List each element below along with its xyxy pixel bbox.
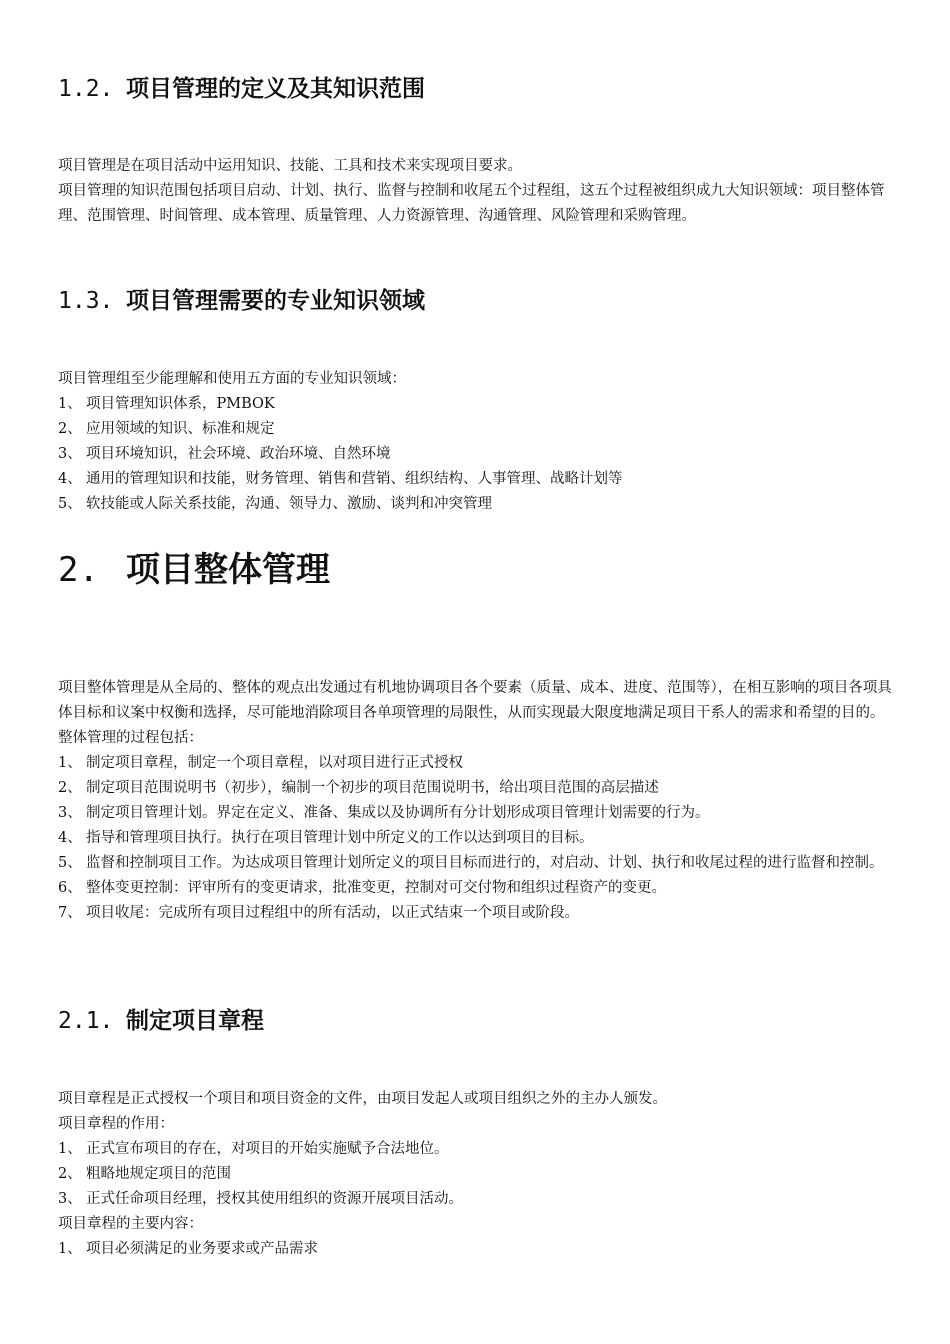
list-text: 制定项目管理计划。界定在定义、准备、集成以及协调所有分计划形成项目管理计划需要的行为。 bbox=[86, 805, 710, 821]
list-item bbox=[58, 751, 894, 776]
list-item bbox=[58, 492, 894, 517]
list-text: 监督和控制项目工作。为达成项目管理计划所定义的项目目标而进行的，对启动、计划、执行和收尾过程的进行监督和控制。 bbox=[86, 855, 884, 871]
list-item bbox=[58, 1162, 894, 1187]
list-index: 5、 bbox=[58, 855, 82, 871]
heading-title: 制定项目章程 bbox=[126, 1008, 264, 1034]
list-index: 1、 bbox=[58, 396, 82, 412]
heading-number: 2.1. bbox=[58, 1008, 114, 1034]
heading-title: 项目管理的定义及其知识范围 bbox=[126, 76, 425, 102]
list-text: 项目收尾：完成所有项目过程组中的所有活动，以正式结束一个项目或阶段。 bbox=[86, 905, 579, 921]
list-index: 5、 bbox=[58, 496, 82, 512]
paragraph: 整体管理的过程包括： bbox=[58, 730, 203, 746]
list-item bbox=[58, 876, 894, 901]
list-item bbox=[58, 392, 894, 417]
paragraph: 项目整体管理是从全局的、整体的观点出发通过有机地协调项目各个要素（质量、成本、进度、范围等），在相互影响的项目各项具体目标和议案中权衡和选择，尽可能地消除项目各单项管理的局限性，从而实现最大限度地满足项目干系人的需求和希望的目的。 bbox=[58, 680, 892, 721]
paragraph: 项目管理组至少能理解和使用五方面的专业知识领域： bbox=[58, 371, 406, 387]
list-text: 指导和管理项目执行。执行在项目管理计划中所定义的工作以达到项目的目标。 bbox=[86, 830, 594, 846]
list-item bbox=[58, 901, 894, 926]
list-text: 正式任命项目经理，授权其使用组织的资源开展项目活动。 bbox=[86, 1191, 463, 1207]
list-item bbox=[58, 776, 894, 801]
list-text: 项目必须满足的业务要求或产品需求 bbox=[86, 1241, 318, 1257]
heading-number: 2. bbox=[58, 550, 99, 590]
list-index: 7、 bbox=[58, 905, 82, 921]
section-1-3-body bbox=[58, 367, 894, 517]
list-index: 3、 bbox=[58, 805, 82, 821]
paragraph: 项目管理是在项目活动中运用知识、技能、工具和技术来实现项目要求。 bbox=[58, 158, 522, 174]
heading-title: 项目整体管理 bbox=[126, 550, 330, 590]
list-item bbox=[58, 417, 894, 442]
list-index: 1、 bbox=[58, 1241, 82, 1257]
list-text: 项目管理知识体系，PMBOK bbox=[86, 396, 275, 412]
list-index: 4、 bbox=[58, 830, 82, 846]
paragraph: 项目管理的知识范围包括项目启动、计划、执行、监督与控制和收尾五个过程组，这五个过程被组织成九大知识领域：项目整体管理、范围管理、时间管理、成本管理、质量管理、人力资源管理、沟通管理、风险管理和采购管理。 bbox=[58, 183, 885, 224]
list-index: 1、 bbox=[58, 755, 82, 771]
list-text: 制定项目范围说明书（初步），编制一个初步的项目范围说明书，给出项目范围的高层描述 bbox=[86, 780, 659, 796]
heading-number: 1.3. bbox=[58, 288, 114, 314]
paragraph: 项目章程的主要内容： bbox=[58, 1216, 203, 1232]
list-index: 2、 bbox=[58, 1166, 82, 1182]
section-2-body bbox=[58, 676, 894, 926]
list-text: 软技能或人际关系技能，沟通、领导力、激励、谈判和冲突管理 bbox=[86, 496, 492, 512]
list-index: 2、 bbox=[58, 421, 82, 437]
list-index: 4、 bbox=[58, 471, 82, 487]
list-text: 整体变更控制：评审所有的变更请求，批准变更，控制对可交付物和组织过程资产的变更。 bbox=[86, 880, 666, 896]
list-item bbox=[58, 851, 894, 876]
section-1-2-body bbox=[58, 154, 894, 229]
list-text: 制定项目章程，制定一个项目章程，以对项目进行正式授权 bbox=[86, 755, 463, 771]
list-index: 6、 bbox=[58, 880, 82, 896]
heading-1-3 bbox=[58, 286, 425, 316]
list-index: 2、 bbox=[58, 780, 82, 796]
heading-1-2 bbox=[58, 74, 425, 104]
list-item bbox=[58, 1237, 894, 1262]
list-text: 粗略地规定项目的范围 bbox=[86, 1166, 231, 1182]
list-text: 项目环境知识，社会环境、政治环境、自然环境 bbox=[86, 446, 391, 462]
section-2-1-body bbox=[58, 1087, 894, 1262]
paragraph: 项目章程的作用： bbox=[58, 1116, 174, 1132]
list-item bbox=[58, 467, 894, 492]
heading-2-1 bbox=[58, 1006, 264, 1036]
list-item bbox=[58, 442, 894, 467]
list-index: 3、 bbox=[58, 446, 82, 462]
list-index: 3、 bbox=[58, 1191, 82, 1207]
paragraph: 项目章程是正式授权一个项目和项目资金的文件，由项目发起人或项目组织之外的主办人颁发。 bbox=[58, 1091, 667, 1107]
list-item bbox=[58, 801, 894, 826]
heading-title: 项目管理需要的专业知识领域 bbox=[126, 288, 425, 314]
list-item bbox=[58, 1187, 894, 1212]
list-index: 1、 bbox=[58, 1141, 82, 1157]
list-text: 应用领域的知识、标准和规定 bbox=[86, 421, 275, 437]
list-text: 通用的管理知识和技能，财务管理、销售和营销、组织结构、人事管理、战略计划等 bbox=[86, 471, 623, 487]
list-item bbox=[58, 826, 894, 851]
list-item bbox=[58, 1137, 894, 1162]
heading-number: 1.2. bbox=[58, 76, 114, 102]
heading-2 bbox=[58, 549, 330, 591]
list-text: 正式宣布项目的存在，对项目的开始实施赋予合法地位。 bbox=[86, 1141, 449, 1157]
